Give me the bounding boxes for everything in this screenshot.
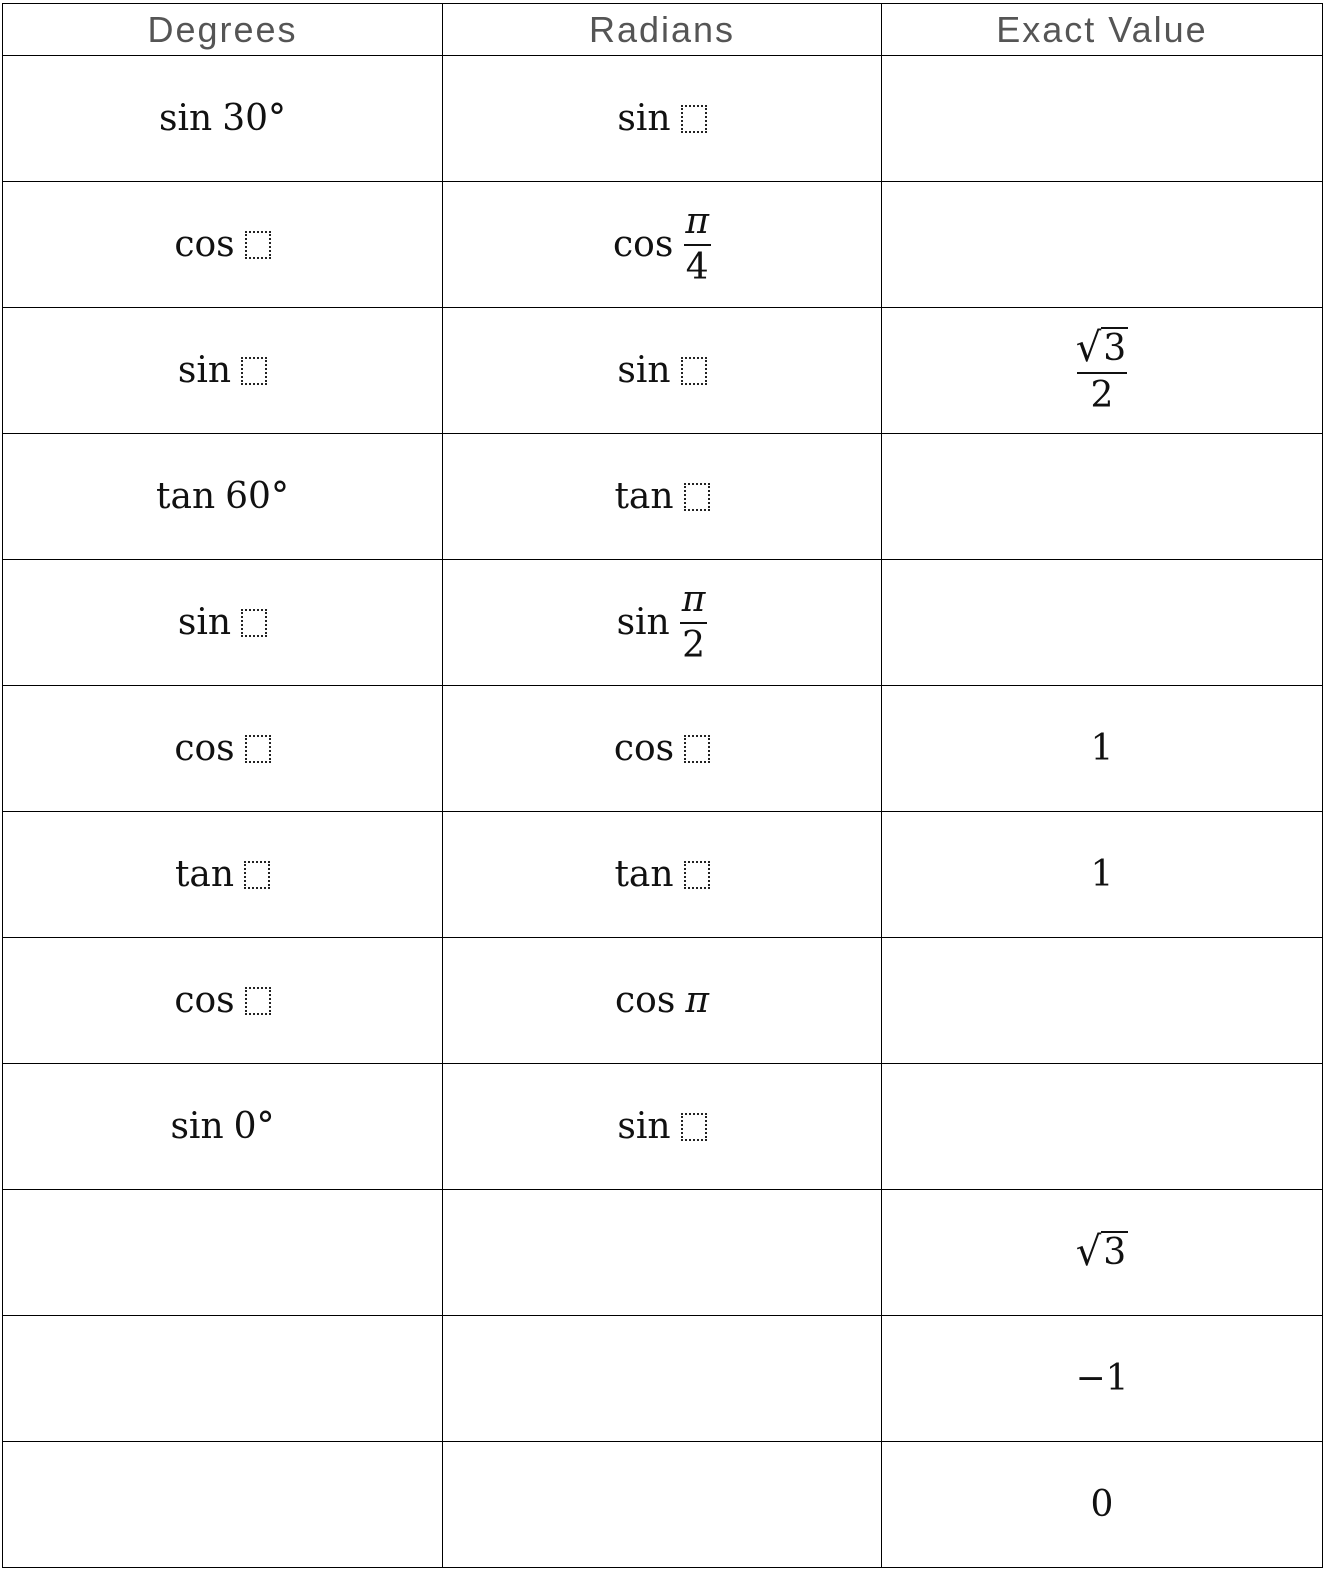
table-row bbox=[3, 56, 1323, 182]
table-row bbox=[3, 182, 1323, 308]
radians-cell bbox=[443, 182, 882, 308]
degrees-cell bbox=[3, 560, 443, 686]
angle-fraction bbox=[680, 578, 708, 666]
function-name: cos bbox=[174, 728, 235, 769]
math-expression bbox=[159, 98, 286, 139]
answer-placeholder[interactable] bbox=[681, 105, 707, 133]
exact-value-text: −1 bbox=[1075, 1358, 1129, 1399]
radians-cell bbox=[443, 938, 882, 1064]
exact-fraction bbox=[1074, 324, 1130, 416]
degrees-cell bbox=[3, 182, 443, 308]
radians-cell bbox=[443, 686, 882, 812]
fraction-denominator: 4 bbox=[684, 244, 711, 286]
square-root bbox=[1075, 324, 1128, 371]
table-row bbox=[3, 434, 1323, 560]
function-name: tan bbox=[614, 476, 674, 517]
angle-value: π bbox=[685, 980, 709, 1021]
math-expression bbox=[178, 602, 267, 643]
table-row bbox=[3, 1442, 1323, 1568]
header-degrees: Degrees bbox=[3, 4, 443, 56]
table-row bbox=[3, 938, 1323, 1064]
function-name: sin bbox=[159, 98, 213, 139]
table-row bbox=[3, 560, 1323, 686]
answer-placeholder[interactable] bbox=[244, 861, 270, 889]
degrees-cell[interactable] bbox=[3, 1190, 443, 1316]
function-name: tan bbox=[156, 476, 216, 517]
answer-placeholder[interactable] bbox=[245, 735, 271, 763]
fraction-numerator: π bbox=[681, 578, 706, 620]
function-name: sin bbox=[170, 1106, 224, 1147]
exact-value-cell bbox=[882, 1442, 1323, 1568]
degrees-cell[interactable] bbox=[3, 1442, 443, 1568]
math-expression bbox=[615, 980, 709, 1021]
math-expression bbox=[617, 350, 706, 391]
function-name: cos bbox=[174, 980, 235, 1021]
function-name: sin bbox=[177, 350, 232, 391]
function-name: sin bbox=[617, 350, 671, 391]
math-expression bbox=[174, 224, 270, 265]
function-name: cos bbox=[174, 224, 235, 265]
header-row bbox=[3, 4, 1323, 56]
header-exact-value: Exact Value bbox=[882, 4, 1323, 56]
answer-placeholder[interactable] bbox=[684, 735, 710, 763]
radical-sign-icon: √ bbox=[1075, 324, 1102, 371]
answer-placeholder[interactable] bbox=[241, 357, 267, 385]
exact-value-cell bbox=[882, 1190, 1323, 1316]
degrees-cell bbox=[3, 434, 443, 560]
math-expression bbox=[178, 350, 267, 391]
answer-placeholder[interactable] bbox=[245, 987, 271, 1015]
answer-placeholder[interactable] bbox=[681, 1113, 707, 1141]
radians-cell bbox=[443, 1064, 882, 1190]
table-row bbox=[3, 686, 1323, 812]
exact-value-cell[interactable] bbox=[882, 182, 1323, 308]
table-row bbox=[3, 1316, 1323, 1442]
radians-cell bbox=[443, 560, 882, 686]
angle-value: 60° bbox=[225, 476, 289, 517]
function-name: sin bbox=[617, 1106, 671, 1147]
radians-cell bbox=[443, 56, 882, 182]
math-expression bbox=[616, 578, 708, 666]
function-name: tan bbox=[614, 854, 674, 895]
function-name: sin bbox=[617, 98, 671, 139]
degrees-cell bbox=[3, 812, 443, 938]
fraction-denominator: 2 bbox=[680, 622, 707, 664]
exact-value-text: 0 bbox=[1090, 1484, 1114, 1525]
radians-cell[interactable] bbox=[443, 1190, 882, 1316]
math-expression bbox=[614, 476, 709, 517]
answer-placeholder[interactable] bbox=[241, 609, 267, 637]
math-expression bbox=[614, 854, 709, 895]
function-name: cos bbox=[613, 728, 675, 769]
math-expression bbox=[617, 98, 706, 139]
exact-value-cell bbox=[882, 812, 1323, 938]
degrees-cell bbox=[3, 308, 443, 434]
math-expression bbox=[174, 980, 270, 1021]
function-name: cos bbox=[615, 980, 676, 1021]
degrees-cell bbox=[3, 938, 443, 1064]
answer-placeholder[interactable] bbox=[681, 357, 707, 385]
exact-value-cell bbox=[882, 1316, 1323, 1442]
math-expression bbox=[617, 1106, 706, 1147]
angle-fraction bbox=[683, 200, 711, 288]
degrees-cell[interactable] bbox=[3, 1316, 443, 1442]
math-expression bbox=[156, 476, 289, 517]
math-expression bbox=[613, 200, 711, 288]
function-name: sin bbox=[177, 602, 232, 643]
exact-value-cell[interactable] bbox=[882, 434, 1323, 560]
fraction-denominator: 2 bbox=[1077, 372, 1127, 414]
radians-cell bbox=[443, 308, 882, 434]
exact-value-cell[interactable] bbox=[882, 56, 1323, 182]
answer-placeholder[interactable] bbox=[684, 483, 710, 511]
math-expression bbox=[614, 728, 710, 769]
fraction-numerator: π bbox=[685, 200, 709, 242]
degrees-cell bbox=[3, 1064, 443, 1190]
function-name: tan bbox=[174, 854, 235, 895]
table-row bbox=[3, 308, 1323, 434]
answer-placeholder[interactable] bbox=[684, 861, 710, 889]
exact-value-cell[interactable] bbox=[882, 1064, 1323, 1190]
degrees-cell bbox=[3, 686, 443, 812]
radicand: 3 bbox=[1103, 1232, 1127, 1274]
angle-value: 30° bbox=[222, 98, 286, 139]
degrees-cell bbox=[3, 56, 443, 182]
radicand: 3 bbox=[1103, 328, 1127, 370]
radians-cell bbox=[443, 812, 882, 938]
radians-cell[interactable] bbox=[443, 1442, 882, 1568]
exact-value-cell bbox=[882, 686, 1323, 812]
radical-sign-icon: √ bbox=[1075, 1228, 1102, 1275]
math-expression bbox=[175, 854, 270, 895]
table-row bbox=[3, 1190, 1323, 1316]
function-name: cos bbox=[613, 224, 674, 265]
table-row bbox=[3, 812, 1323, 938]
math-expression bbox=[170, 1106, 274, 1147]
trig-table bbox=[2, 3, 1323, 1568]
answer-placeholder[interactable] bbox=[245, 231, 271, 259]
function-name: sin bbox=[616, 602, 670, 643]
angle-value: 0° bbox=[233, 1106, 275, 1147]
exact-value-cell bbox=[882, 308, 1323, 434]
math-expression bbox=[174, 728, 270, 769]
radians-cell[interactable] bbox=[443, 1316, 882, 1442]
exact-value-text: 1 bbox=[1090, 728, 1114, 769]
square-root bbox=[1075, 1228, 1128, 1275]
radians-cell bbox=[443, 434, 882, 560]
exact-value-cell[interactable] bbox=[882, 938, 1323, 1064]
exact-value-cell[interactable] bbox=[882, 560, 1323, 686]
table-row bbox=[3, 1064, 1323, 1190]
header-radians: Radians bbox=[443, 4, 882, 56]
exact-value-text: 1 bbox=[1090, 854, 1114, 895]
fraction-numerator bbox=[1074, 324, 1130, 372]
